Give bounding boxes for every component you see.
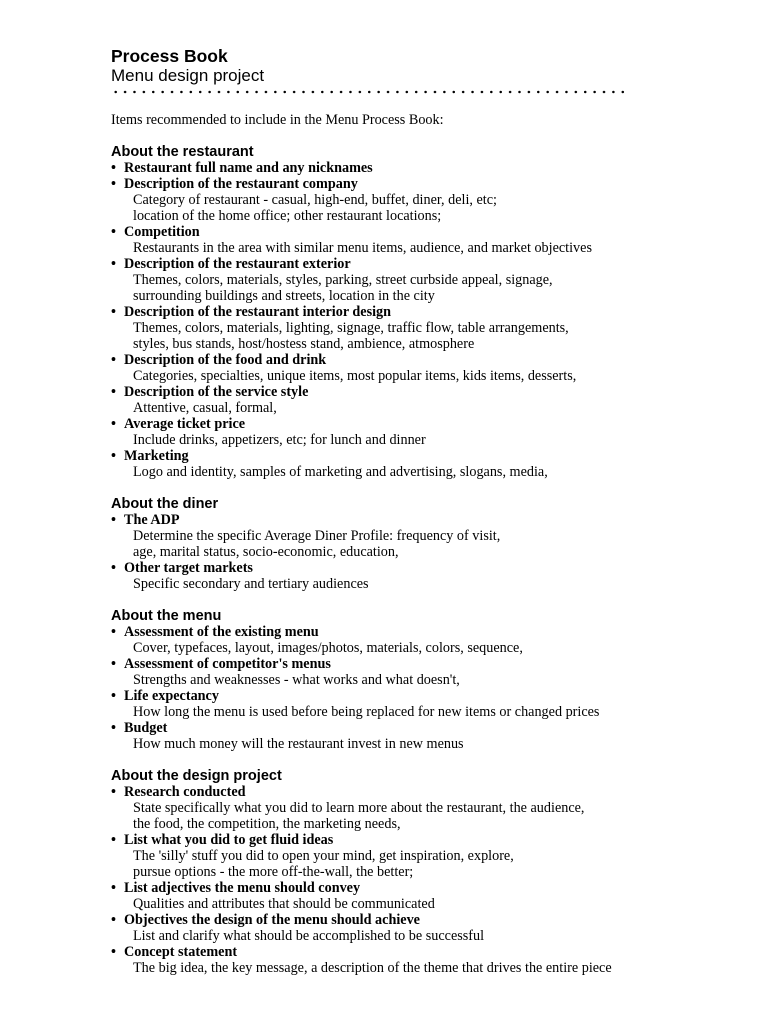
section <box>111 768 671 976</box>
section-heading: About the diner <box>111 496 219 512</box>
item-description-line: List and clarify what should be accomplished to be successful <box>133 928 485 944</box>
item-title: Average ticket price <box>124 416 246 432</box>
dotted-rule <box>111 90 628 94</box>
sections-container <box>111 144 671 976</box>
document-page <box>111 46 671 976</box>
item-title: Description of the food and drink <box>124 352 327 368</box>
item-title: Restaurant full name and any nicknames <box>124 160 373 176</box>
item-title-row <box>111 352 671 368</box>
item-description-line: Category of restaurant - casual, high-end, buffet, diner, deli, etc; <box>133 192 497 208</box>
bullet-icon: • <box>111 160 116 176</box>
list-item <box>111 656 671 688</box>
section-heading: About the design project <box>111 768 282 784</box>
item-title: Assessment of the existing menu <box>124 624 319 640</box>
item-title: List what you did to get fluid ideas <box>124 832 334 848</box>
section-heading: About the restaurant <box>111 144 254 160</box>
item-title: Other target markets <box>124 560 253 576</box>
item-title: The ADP <box>124 512 180 528</box>
item-title: Description of the restaurant exterior <box>124 256 351 272</box>
list-item <box>111 512 671 560</box>
item-title-row <box>111 160 671 176</box>
item-title: Objectives the design of the menu should achieve <box>124 912 420 928</box>
bullet-icon: • <box>111 384 116 400</box>
bullet-icon: • <box>111 304 116 320</box>
document-subtitle: Menu design project <box>111 66 265 85</box>
bullet-icon: • <box>111 944 116 960</box>
item-description-line: Specific secondary and tertiary audiences <box>133 576 369 592</box>
item-title-row <box>111 656 671 672</box>
item-description-line: pursue options - the more off-the-wall, the better; <box>133 864 414 880</box>
item-title-row <box>111 176 671 192</box>
item-list <box>111 160 671 480</box>
bullet-icon: • <box>111 448 116 464</box>
list-item <box>111 880 671 912</box>
list-item <box>111 784 671 832</box>
item-description-line: How much money will the restaurant invest in new menus <box>133 736 464 752</box>
item-title: Concept statement <box>124 944 238 960</box>
item-title: Description of the restaurant company <box>124 176 358 192</box>
item-description-line: age, marital status, socio-economic, education, <box>133 544 399 560</box>
item-description-line: State specifically what you did to learn more about the restaurant, the audience, <box>133 800 585 816</box>
bullet-icon: • <box>111 720 116 736</box>
item-description-line: Restaurants in the area with similar menu items, audience, and market objectives <box>133 240 592 256</box>
section <box>111 144 671 480</box>
bullet-icon: • <box>111 624 116 640</box>
intro-text: Items recommended to include in the Menu Process Book: <box>111 112 444 128</box>
item-description-line: location of the home office; other restaurant locations; <box>133 208 442 224</box>
bullet-icon: • <box>111 224 116 240</box>
item-description-line: Strengths and weaknesses - what works and what doesn't, <box>133 672 460 688</box>
item-title: Description of the service style <box>124 384 309 400</box>
item-title: Research conducted <box>124 784 246 800</box>
item-title-row <box>111 512 671 528</box>
list-item <box>111 944 671 976</box>
item-title-row <box>111 304 671 320</box>
section <box>111 608 671 752</box>
bullet-icon: • <box>111 416 116 432</box>
bullet-icon: • <box>111 560 116 576</box>
list-item <box>111 384 671 416</box>
item-title-row <box>111 224 671 240</box>
item-title-row <box>111 720 671 736</box>
list-item <box>111 352 671 384</box>
list-item <box>111 832 671 880</box>
item-title-row <box>111 784 671 800</box>
item-title: Marketing <box>124 448 189 464</box>
bullet-icon: • <box>111 352 116 368</box>
item-description-line: The big idea, the key message, a description of the theme that drives the entire piece <box>133 960 612 976</box>
item-title-row <box>111 880 671 896</box>
item-description-line: Cover, typefaces, layout, images/photos, materials, colors, sequence, <box>133 640 523 656</box>
item-description-line: Qualities and attributes that should be communicated <box>133 896 435 912</box>
list-item <box>111 624 671 656</box>
item-title: List adjectives the menu should convey <box>124 880 361 896</box>
bullet-icon: • <box>111 512 116 528</box>
item-description-line: The 'silly' stuff you did to open your mind, get inspiration, explore, <box>133 848 514 864</box>
list-item <box>111 176 671 224</box>
item-title-row <box>111 688 671 704</box>
item-description-line: Categories, specialties, unique items, most popular items, kids items, desserts, <box>133 368 577 384</box>
item-title-row <box>111 448 671 464</box>
item-title-row <box>111 256 671 272</box>
bullet-icon: • <box>111 256 116 272</box>
item-list <box>111 784 671 976</box>
item-description-line: Themes, colors, materials, styles, parking, street curbside appeal, signage, <box>133 272 553 288</box>
item-list <box>111 512 671 592</box>
list-item <box>111 560 671 592</box>
item-title: Description of the restaurant interior design <box>124 304 392 320</box>
item-list <box>111 624 671 752</box>
item-description-line: styles, bus stands, host/hostess stand, ambience, atmosphere <box>133 336 475 352</box>
list-item <box>111 912 671 944</box>
item-description-line: Logo and identity, samples of marketing and advertising, slogans, media, <box>133 464 548 480</box>
bullet-icon: • <box>111 688 116 704</box>
list-item <box>111 448 671 480</box>
item-description-line: Include drinks, appetizers, etc; for lunch and dinner <box>133 432 426 448</box>
bullet-icon: • <box>111 832 116 848</box>
item-title-row <box>111 384 671 400</box>
list-item <box>111 688 671 720</box>
item-title: Life expectancy <box>124 688 219 704</box>
bullet-icon: • <box>111 176 116 192</box>
list-item <box>111 416 671 448</box>
item-title-row <box>111 944 671 960</box>
item-description-line: surrounding buildings and streets, location in the city <box>133 288 435 304</box>
bullet-icon: • <box>111 912 116 928</box>
section-heading: About the menu <box>111 608 222 624</box>
item-title-row <box>111 416 671 432</box>
list-item <box>111 256 671 304</box>
section <box>111 496 671 592</box>
bullet-icon: • <box>111 656 116 672</box>
item-title-row <box>111 560 671 576</box>
item-title-row <box>111 912 671 928</box>
bullet-icon: • <box>111 784 116 800</box>
item-title: Competition <box>124 224 200 240</box>
item-description-line: Attentive, casual, formal, <box>133 400 277 416</box>
bullet-icon: • <box>111 880 116 896</box>
item-description-line: How long the menu is used before being replaced for new items or changed prices <box>133 704 600 720</box>
list-item <box>111 224 671 256</box>
list-item <box>111 720 671 752</box>
item-title: Assessment of competitor's menus <box>124 656 331 672</box>
item-title: Budget <box>124 720 168 736</box>
item-title-row <box>111 832 671 848</box>
item-title-row <box>111 624 671 640</box>
item-description-line: Themes, colors, materials, lighting, signage, traffic flow, table arrangements, <box>133 320 569 336</box>
item-description-line: the food, the competition, the marketing needs, <box>133 816 401 832</box>
list-item <box>111 160 671 176</box>
item-description-line: Determine the specific Average Diner Profile: frequency of visit, <box>133 528 501 544</box>
list-item <box>111 304 671 352</box>
document-title: Process Book <box>111 46 228 66</box>
